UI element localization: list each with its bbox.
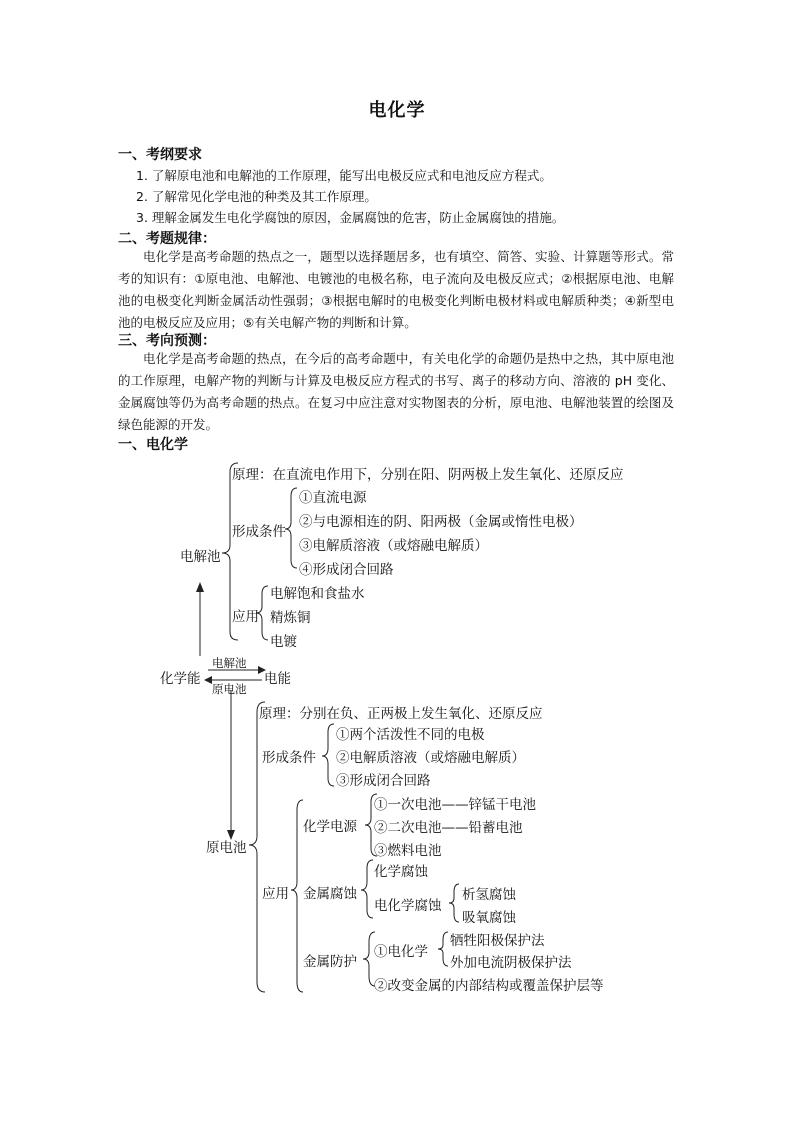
- section-heading-requirements: 一、考纲要求: [118, 147, 202, 163]
- chem-power-label: 化学电源: [303, 819, 357, 835]
- galvanic-condition: ①两个活泼性不同的电极: [336, 727, 485, 743]
- galvanic-applications-label: 应用: [262, 886, 289, 902]
- section-heading-forecast: 三、考向预测：: [118, 333, 216, 349]
- section-heading-electrochemistry: 一、电化学: [118, 437, 188, 453]
- electrolysis-label: 电解池: [180, 549, 221, 565]
- electrolysis-conditions-brace: [285, 488, 297, 568]
- requirement-item: 3. 理解金属发生电化学腐蚀的原因，金属腐蚀的危害，防止金属腐蚀的措施。: [136, 210, 565, 225]
- galvanic-conditions-label: 形成条件: [262, 750, 316, 766]
- electrolysis-condition: ④形成闭合回路: [299, 562, 394, 578]
- electrolysis-condition: ②与电源相连的阴、阳两极（金属或惰性电极）: [299, 514, 583, 530]
- electrolysis-application: 电镀: [270, 634, 297, 650]
- galvanic-conditions-brace: [322, 724, 334, 786]
- up-arrow-head: [196, 582, 204, 592]
- protection-label: 金属防护: [303, 954, 357, 970]
- corrosion-type: 析氢腐蚀: [462, 887, 516, 903]
- electrochemical-corrosion-label: 电化学腐蚀: [374, 898, 442, 914]
- galvanic-condition: ②电解质溶液（或熔融电解质）: [336, 750, 525, 766]
- exam-patterns-paragraph: 电化学是高考命题的热点之一，题型以选择题居多，也有填空、简答、实验、计算题等形式。常考的知识有：①原电池、电解池、电镀池的电极名称，电子流向及电极反应式；②根据原电池、电解池的电极变化判断金属活动性强弱；③根据电解时的电极变化判断电极材料或电解质种类；④新型电池的电极反应及应用；⑤有关电解产物的判断和计算。: [118, 249, 674, 330]
- page-title: 电化学: [368, 100, 426, 121]
- corrosion-brace: [361, 860, 373, 918]
- conversion-left-arrow-head: [204, 676, 212, 684]
- chemical-energy-label: 化学能: [160, 671, 201, 687]
- electrolysis-condition: ①直流电源: [299, 490, 367, 506]
- electrolysis-application: 电解饱和食盐水: [270, 586, 365, 602]
- chem-power-item: ②二次电池——铅蓄电池: [374, 820, 523, 836]
- electrolysis-conditions-label: 形成条件: [232, 524, 286, 540]
- chemical-corrosion-label: 化学腐蚀: [374, 864, 428, 880]
- forecast-paragraph: 电化学是高考命题的热点，在今后的高考命题中，有关电化学的命题仍是热中之热，其中原电池的工作原理，电解产物的判断与计算及电极反应方程式的书写、离子的移动方向、溶液的 pH 变化、金属腐蚀等仍为高考命题的热点。在复习中应注意对实物图表的分析，原电池、电解池装置的绘图及绿色能源的开发。: [118, 351, 674, 432]
- protection-method: 牺牲阳极保护法: [450, 933, 545, 949]
- requirement-item: 1. 了解原电池和电解池的工作原理，能写出电极反应式和电池反应方程式。: [136, 168, 552, 183]
- galvanic-applications-brace: [291, 800, 303, 992]
- protection-electrochemical-label: ①电化学: [374, 944, 428, 960]
- protection-other-method: ②改变金属的内部结构或覆盖保护层等: [374, 978, 604, 994]
- galvanic-principle: 原理：分别在负、正两极上发生氧化、还原反应: [259, 706, 543, 722]
- corrosion-type: 吸氧腐蚀: [462, 910, 516, 926]
- electrolysis-application: 精炼铜: [270, 610, 311, 626]
- electrochem-corrosion-brace: [449, 884, 459, 922]
- protection-method: 外加电流阴极保护法: [450, 955, 572, 971]
- conversion-galvanic-label: 原电池: [212, 682, 247, 696]
- electric-energy-label: 电能: [264, 671, 291, 687]
- requirement-item: 2. 了解常见化学电池的种类及其工作原理。: [136, 189, 377, 204]
- chem-power-item: ①一次电池——锌锰干电池: [374, 797, 536, 813]
- galvanic-condition: ③形成闭合回路: [336, 773, 431, 789]
- conversion-electrolysis-label: 电解池: [212, 656, 247, 670]
- protection-electrochem-brace: [438, 932, 448, 966]
- chem-power-item: ③燃料电池: [374, 843, 442, 859]
- electrolysis-principle: 原理：在直流电作用下，分别在阳、阴两极上发生氧化、还原反应: [232, 467, 624, 483]
- corrosion-label: 金属腐蚀: [303, 886, 357, 902]
- galvanic-label: 原电池: [206, 840, 247, 856]
- electrolysis-condition: ③电解质溶液（或熔融电解质）: [299, 538, 488, 554]
- section-heading-exam-patterns: 二、考题规律：: [118, 231, 216, 247]
- electrolysis-applications-label: 应用: [232, 609, 259, 625]
